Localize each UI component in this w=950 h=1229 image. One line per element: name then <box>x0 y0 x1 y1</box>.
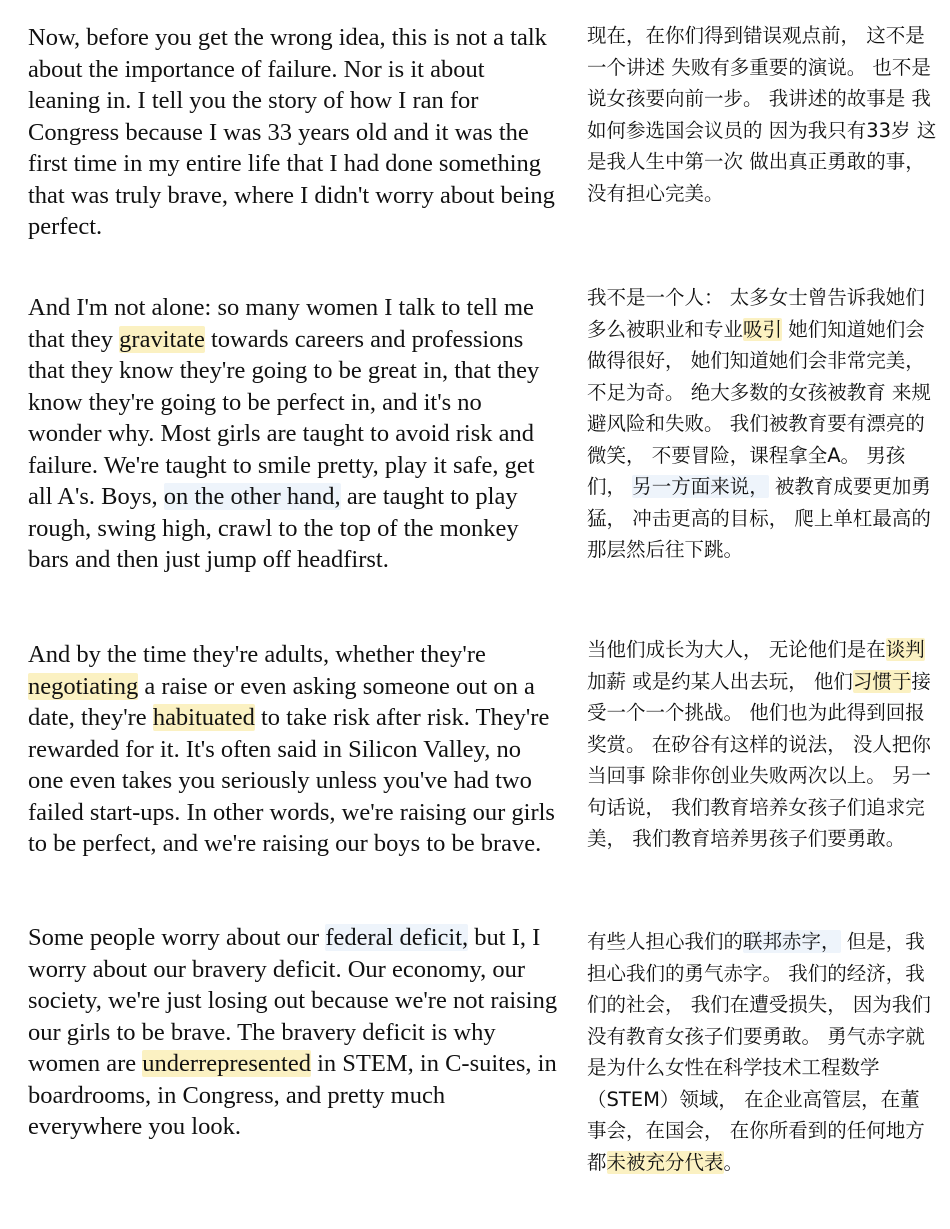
text-segment: 被教育成要更加勇猛， 冲击更高的目标， 爬上单杠最高的那层然后往下跳。 <box>587 475 931 561</box>
text-segment: a raise or even asking someone out on a date, they're <box>28 672 535 731</box>
highlighted-term: negotiating <box>28 672 139 700</box>
text-segment: 现在，在你们得到错误观点前， 这不是一个讲述 失败有多重要的演说。 也不是说女孩要向前一步。 我讲述的故事是 我如何参选国会议员的 因为我只有33岁 这是我人生中第一次 做出真正勇敢的事， 没有担心完美。 <box>587 24 937 205</box>
text-segment: And by the time they're adults, whether they're <box>28 641 486 668</box>
text-segment: are taught to play rough, swing high, crawl to the top of the monkey bars and then just jump off headfirst. <box>28 483 519 573</box>
english-paragraph-3 <box>28 639 558 860</box>
text-segment: Some people worry about our <box>28 924 326 951</box>
english-paragraph-2 <box>28 292 558 576</box>
highlighted-phrase: on the other hand, <box>163 483 341 510</box>
text-segment: Now, before you get the wrong idea, this is not a talk about the importance of failure. Nor is it about leaning in. I tell you the story of how I ran for Congress because I was 33 years old and it was the first time in my entire life that I had done something that was truly brave, where I didn't worry about being perfect. <box>28 24 555 240</box>
text-segment: 我不是一个人： 太多女士曾告诉我她们多么被职业和专业 <box>587 286 925 341</box>
chinese-paragraph-3 <box>587 634 937 855</box>
chinese-paragraph-1 <box>587 20 937 209</box>
chinese-paragraph-2 <box>587 282 937 566</box>
text-segment: in STEM, in C-suites, in boardrooms, in Congress, and pretty much everywhere you look. <box>28 1050 557 1140</box>
highlighted-term: 习惯于 <box>852 669 912 693</box>
english-paragraph-4 <box>28 922 558 1143</box>
chinese-paragraph-4 <box>587 926 937 1178</box>
english-paragraph-1 <box>28 22 558 243</box>
highlighted-phrase: 联邦赤字， <box>743 930 841 953</box>
highlighted-term: 未被充分代表 <box>606 1150 724 1174</box>
highlighted-term: 谈判 <box>885 638 925 661</box>
highlighted-term: habituated <box>152 704 255 731</box>
text-segment: 有些人担心我们的 <box>587 930 744 953</box>
highlighted-term: underrepresented <box>142 1050 311 1077</box>
text-segment: 她们知道她们会做得很好， 她们知道她们会非常完美， 不足为奇。 绝大多数的女孩被教育 来规避风险和失败。 我们被教育要有漂亮的微笑， 不要冒险，课程拿全A。 男孩们， <box>587 317 931 498</box>
text-segment: 但是，我担心我们的勇气赤字。 我们的经济，我们的社会， 我们在遭受损失， 因为我们没有教育女孩子们要勇敢。 勇气赤字就是为什么女性在科学技术工程数学（STEM）领域， 在企业高管层，在董事会，在国会， 在你所看到的任何地方 都 <box>587 930 931 1174</box>
text-segment: to take risk after risk. They're rewarded for it. It's often said in Silicon Valley, no one even takes you seriously unless you've had two failed start-ups. In other words, we're raising our girls to be perfect, and we're raising our boys to be brave. <box>28 704 555 857</box>
text-segment: towards careers and professions that they know they're going to be great in, that they know they're going to be perfect in, and it's no wonder why. Most girls are taught to avoid risk and failure. We're taught to smile pretty, play it safe, get all A's. Boys, <box>28 325 540 510</box>
text-segment: 加薪 或是约某人出去玩， 他们 <box>587 669 853 693</box>
text-segment: And I'm not alone: so many women I talk to tell me that they <box>28 294 534 353</box>
text-segment: but I, I worry about our bravery deficit. Our economy, our society, we're just losing out because we're not raising our girls to be brave. The bravery deficit is why women are <box>28 924 558 1077</box>
text-segment: 接受一个一个挑战。 他们也为此得到回报奖赏。 在矽谷有这样的说法， 没人把你当回事 除非你创业失败两次以上。 另一句话说， 我们教育培养女孩子们追求完美， 我们教育培养男孩子们要勇敢。 <box>587 669 931 850</box>
highlighted-phrase: 另一方面来说， <box>632 475 769 498</box>
text-segment: 当他们成长为大人， 无论他们是在 <box>587 638 886 661</box>
highlighted-term: 吸引 <box>743 317 783 341</box>
text-segment: 。 <box>723 1150 744 1174</box>
highlighted-phrase: federal deficit, <box>325 924 469 951</box>
highlighted-term: gravitate <box>119 325 205 353</box>
